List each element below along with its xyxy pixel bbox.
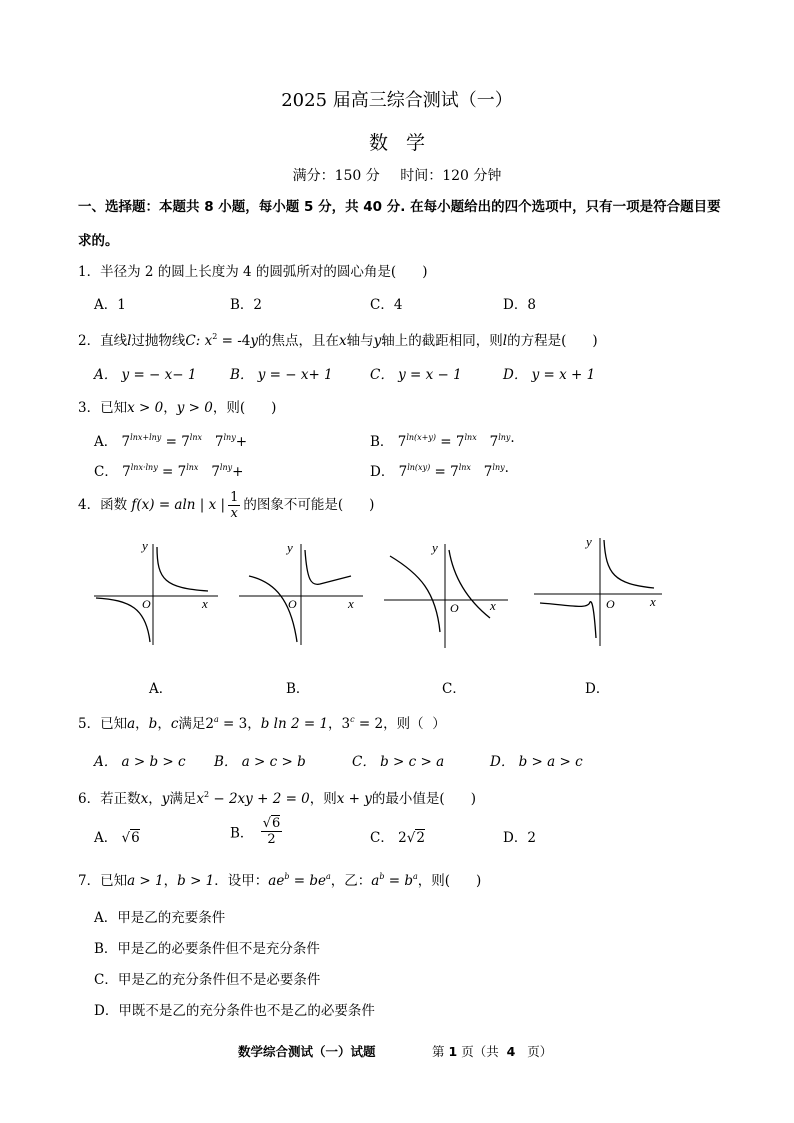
q2-text-6: 的方程是(: [507, 333, 567, 349]
q2-option-d: D． y = x + 1: [503, 367, 596, 383]
question-2: 2．直线l过抛物线C: $x^2 = -4y$的焦点，且在x轴与y轴上的截距相同，则l的方程是( ): [78, 332, 598, 349]
q5-option-c: C． b > c > a: [352, 754, 445, 770]
q3-d-r: 7: [483, 464, 493, 480]
exam-time: 时间：120 分钟: [400, 168, 502, 184]
q3-d-mid-exp: lnx: [458, 463, 471, 472]
page-title: 2025 届高三综合测试（一）: [281, 90, 513, 111]
q7-close: ): [476, 873, 482, 889]
graph-c-y-label: y: [432, 540, 438, 555]
q3-d-label: D．: [370, 464, 395, 480]
q4-fraction: [228, 490, 240, 521]
q6-number: 6．若正数: [78, 791, 141, 807]
q6-a-label: A．: [94, 830, 118, 846]
q3-c-label: C．: [94, 464, 118, 480]
graph-a: [90, 530, 225, 650]
q6-eq-2: − 2xy + 2 = 0: [209, 791, 310, 807]
q4-text-2: 的图象不可能是(: [243, 497, 344, 513]
footer-page-post: 页）: [527, 1044, 553, 1059]
q7-sep: ，: [163, 873, 178, 889]
question-4: [78, 490, 374, 521]
graph-c: [380, 530, 515, 650]
q3-option-a: [94, 430, 247, 450]
graph-c-curve-left: [390, 556, 440, 632]
q5-eq-1: 2: [205, 716, 214, 732]
graph-a-y-label: y: [142, 538, 148, 553]
q3-d-r-exp: lny: [492, 463, 505, 472]
q6-sep: ，: [148, 791, 162, 807]
q6-option-a: A． √6: [94, 830, 140, 846]
q3-a-op: +: [235, 434, 248, 450]
graph-b-x-label: x: [348, 596, 354, 611]
q3-a-mid: = 7: [161, 434, 190, 450]
q6-eq-exp: 2: [203, 790, 210, 799]
q4-close: ): [369, 497, 375, 513]
q3-b-op: ·: [510, 434, 515, 450]
q7-option-c: C．甲是乙的充分条件但不是必要条件: [94, 972, 321, 988]
q5-number: 5．已知: [78, 716, 128, 732]
q6-b-num: 6: [272, 816, 281, 831]
q5-tail: ，则（: [383, 716, 424, 732]
q6-c-label: C．: [370, 830, 394, 846]
q5-a: a: [127, 716, 136, 732]
q6-option-b: [230, 816, 285, 847]
q7-cond-2: b > 1: [177, 873, 215, 889]
q5-eq-3-rhs: = 2: [354, 716, 384, 732]
q3-c-r: 7: [211, 464, 220, 480]
q6-text-2: ，则: [309, 791, 337, 807]
q3-c-mid-exp: lnx: [186, 463, 199, 472]
graph-d-curve-left: [540, 602, 596, 638]
q5-eq-2: b ln 2 = 1: [260, 716, 329, 732]
q2-y-2: y: [373, 333, 382, 349]
graph-a-x-label: x: [202, 596, 208, 611]
graph-d-origin: O: [606, 597, 615, 611]
q5-option-a: A． a > b > c: [94, 754, 186, 770]
q3-b-label: B．: [370, 434, 394, 450]
q5-sep-3: ，: [247, 716, 261, 732]
question-1-close: ): [422, 264, 428, 280]
graph-a-curve-right: [157, 547, 208, 591]
graph-d-y-label: y: [586, 534, 592, 549]
question-5: [78, 712, 446, 732]
q2-number: 2．: [78, 333, 101, 349]
q2-option-b: B． y = − x+ 1: [230, 367, 333, 383]
graph-d-x-label: x: [650, 594, 656, 609]
q7-eq-2-exp: b: [379, 872, 385, 881]
q6-text-3: 的最小值是(: [371, 791, 445, 807]
q6-text-1: 满足: [169, 791, 197, 807]
q6-b-fraction: $\frac{√6}{2}$: [262, 816, 281, 847]
q3-close: ): [271, 400, 277, 416]
q6-b-den: 2: [267, 832, 276, 847]
q3-d-lhs: 7: [398, 464, 408, 480]
q7-eq-2: a: [371, 873, 380, 889]
q7-number: 7．已知: [78, 873, 128, 889]
q5-option-d: D． b > a > c: [490, 754, 583, 770]
q5-option-b: B． a > c > b: [214, 754, 306, 770]
q5-close: ）: [432, 716, 446, 732]
q2-text-2: 过抛物线: [131, 333, 186, 349]
graph-d-curve-right: [604, 540, 654, 588]
question-3: [78, 396, 276, 416]
q5-sep-2: ，: [157, 716, 171, 732]
q2-text-1: 直线: [100, 333, 128, 349]
question-6: [78, 787, 476, 807]
footer-doc-title: [238, 1042, 376, 1060]
q3-c-r-exp: lny: [219, 463, 233, 472]
q6-c-coef: 2: [398, 830, 407, 846]
q2-eq: : x: [195, 333, 213, 349]
q6-option-d: D．2: [503, 830, 536, 846]
q2-option-c: C． y = x − 1: [370, 367, 462, 383]
graph-a-label: A．: [149, 681, 173, 697]
q3-b-lhs: 7: [397, 434, 407, 450]
q7-eq-1-exp: b: [284, 872, 290, 881]
graph-d-label: D．: [585, 681, 610, 697]
footer-page-mid: 页（共: [461, 1044, 499, 1059]
q3-d-lhs-exp: ln(xy): [407, 463, 431, 472]
q2-text-4: 轴与: [346, 333, 374, 349]
q2-line-var-2: l: [502, 333, 508, 349]
q3-cond-1: x > 0: [127, 400, 164, 416]
q3-a-r: 7: [214, 434, 224, 450]
q6-c-value: 2: [416, 830, 425, 846]
q5-eq-1-rhs: = 3: [218, 716, 248, 732]
q3-a-mid-exp: lnx: [189, 433, 203, 442]
q2-close: ): [592, 333, 598, 349]
q6-a-value: 6: [131, 830, 140, 846]
q3-d-op: ·: [504, 464, 509, 480]
graph-b-y-label: y: [287, 540, 293, 555]
q3-a-label: A．: [94, 434, 118, 450]
footer-page-total: 4: [506, 1044, 516, 1059]
q6-y: y: [161, 791, 170, 807]
q6-x: x: [140, 791, 149, 807]
question-1-stem: 1．半径为 2 的圆上长度为 4 的圆弧所对的圆心角是(: [78, 264, 397, 280]
q4-text-1: 函数: [100, 497, 128, 513]
q1-option-b: B．2: [230, 297, 263, 313]
graph-c-x-label: x: [490, 598, 496, 613]
q7-option-d: D．甲既不是乙的充分条件也不是乙的必要条件: [94, 1003, 375, 1019]
q2-eq-2: = -4: [217, 333, 251, 349]
q2-y: y: [250, 333, 258, 349]
q3-c-mid: = 7: [157, 464, 187, 480]
q5-eq-3: 3: [341, 716, 351, 732]
q5-eq-1-exp: a: [213, 715, 219, 724]
q7-eq-1-mid: = be: [289, 873, 326, 889]
graph-c-origin: O: [450, 601, 459, 615]
q3-tail: ，则(: [212, 400, 246, 416]
q2-curve: C: [185, 333, 196, 349]
q1-option-d: D．8: [503, 297, 536, 313]
q2-x: x: [339, 333, 347, 349]
q3-c-lhs: 7: [122, 464, 131, 480]
q5-sep-4: ，: [328, 716, 342, 732]
q4-frac-den: x: [230, 506, 238, 521]
q3-stem: 3．已知: [78, 400, 128, 416]
q2-text-5: 轴上的截距相同，则: [381, 333, 503, 349]
q7-cond-1: a > 1: [127, 873, 164, 889]
q3-cond-2: y > 0: [176, 400, 213, 416]
q3-option-b: [370, 430, 515, 450]
q3-d-mid: = 7: [430, 464, 459, 480]
q6-sum: x + y: [336, 791, 372, 807]
q7-eq-1: ae: [268, 873, 285, 889]
question-1: [78, 260, 427, 280]
q1-option-a: A．1: [94, 297, 126, 313]
exam-meta: [0, 165, 794, 185]
q3-b-r-exp: lny: [498, 433, 511, 442]
graph-d: [530, 530, 668, 650]
q4-number: 4．: [78, 497, 101, 513]
q5-sep-1: ，: [135, 716, 149, 732]
graph-b-curve-right: [305, 550, 351, 584]
q6-option-c: C． 2√2: [370, 830, 425, 846]
q7-eq-1-exp-2: a: [325, 872, 331, 881]
q7-option-b: B．甲是乙的必要条件但不是充分条件: [94, 941, 320, 957]
q6-b-label: B．: [230, 825, 254, 842]
q3-option-c: [94, 460, 243, 480]
q3-b-r: 7: [489, 434, 499, 450]
q3-a-lhs-exp: lnx+lny: [130, 433, 162, 442]
footer-doc-name: 数学综合测试（一）试题: [238, 1044, 376, 1059]
q2-option-a: A． y = − x− 1: [94, 367, 197, 383]
q3-c-op: +: [232, 464, 244, 480]
graph-b-origin: O: [288, 597, 297, 611]
q7-text-2: ，乙：: [330, 873, 372, 889]
graph-a-origin: O: [142, 597, 151, 611]
section-heading: 一、选择题：本题共 8 小题，每小题 5 分，共 40 分. 在每小题给出的四个选项中，只有一项是符合题目要求的。: [78, 199, 721, 249]
q7-text-1: ．设甲：: [214, 873, 269, 889]
q3-b-mid: = 7: [436, 434, 465, 450]
q3-a-lhs: 7: [121, 434, 131, 450]
q7-text-3: ，则(: [417, 873, 451, 889]
q3-c-lhs-exp: lnx·lny: [130, 463, 158, 472]
q2-text-3: 的焦点，且在: [258, 333, 339, 349]
full-score: 满分：150 分: [292, 168, 380, 184]
graph-b: [235, 530, 370, 650]
q5-eq-3-exp: c: [350, 715, 355, 724]
q5-c: c: [170, 716, 179, 732]
q6-close: ): [470, 791, 476, 807]
subject-title: 数学: [368, 132, 443, 154]
q6-eq: x: [196, 791, 204, 807]
q1-option-c: C．4: [370, 297, 403, 313]
q4-function: f(x) = aln | x |: [131, 497, 226, 513]
q2-line-var: l: [127, 333, 132, 349]
q5-text-1: 满足: [178, 716, 206, 732]
footer-page-pre: 第: [432, 1044, 445, 1059]
q3-b-mid-exp: lnx: [464, 433, 477, 442]
q5-b: b: [148, 716, 158, 732]
q3-option-d: [370, 460, 509, 480]
q3-a-r-exp: lny: [223, 433, 236, 442]
graph-b-label: B．: [286, 681, 310, 697]
q7-eq-2-mid: = b: [384, 873, 413, 889]
q7-eq-2-exp-2: a: [412, 872, 418, 881]
question-7: [78, 869, 481, 889]
q7-option-a: A．甲是乙的充要条件: [94, 910, 226, 926]
graph-c-label: C．: [442, 681, 466, 697]
q3-b-lhs-exp: ln(x+y): [406, 433, 436, 442]
q4-frac-num: 1: [230, 490, 239, 505]
footer-page-number: [432, 1042, 552, 1060]
footer-page-current: 1: [448, 1044, 458, 1059]
q3-sep: ，: [163, 400, 177, 416]
